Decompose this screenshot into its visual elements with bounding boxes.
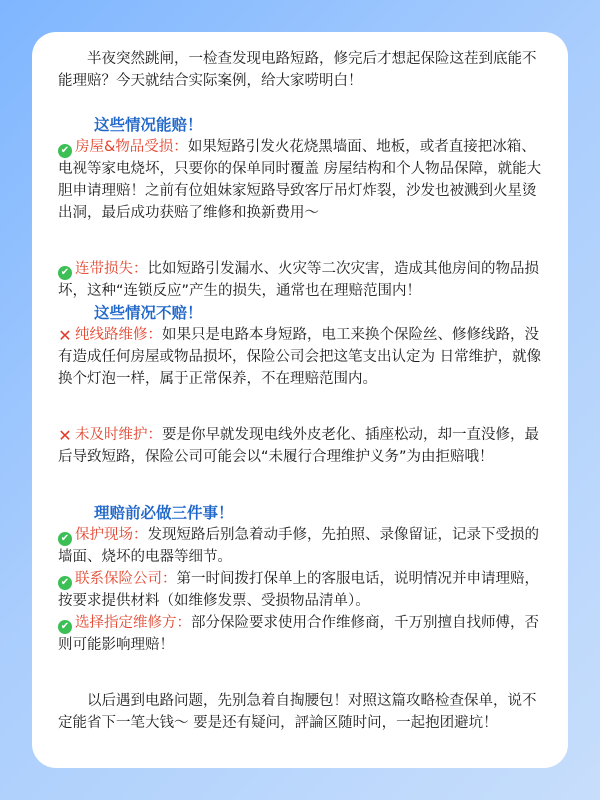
check-icon: ✔ (58, 266, 72, 280)
check-icon: ✔ (58, 576, 72, 590)
cross-icon: ✕ (58, 326, 72, 345)
step-protect-scene (58, 524, 544, 568)
item-text: 比如短路引发漏水、火灾等二次灾害，造成其他房间的物品损坏，这种“连锁反应”产生的损失，通常也在理赔范围内！ (58, 261, 539, 299)
not-covered-item-maintenance (58, 424, 544, 468)
item-label: 纯线路维修： (75, 327, 162, 343)
item-text: 部分保险要求使用合作维修商，千万别擅自找师傅，否则可能影响理赔！ (58, 615, 539, 653)
section-title-steps: 理赔前必做三件事！ (94, 504, 234, 522)
cross-icon: ✕ (58, 426, 72, 445)
content-card (32, 32, 568, 768)
item-label: 保护现场： (75, 527, 148, 543)
check-icon: ✔ (58, 144, 72, 158)
item-label: 未及时维护： (75, 427, 162, 443)
item-text: 发现短路后别急着动手修，先拍照、录像留证，记录下受损的墙面、烧坏的电器等细节。 (58, 527, 539, 565)
not-covered-item-repair (58, 324, 544, 390)
step-designated-repair (58, 612, 544, 656)
item-text: 如果只是电路本身短路，电工来换个保险丝、修修线路，没有造成任何房屋或物品损坏，保险公司会把这笔支出认定为 日常维护，就像换个灯泡一样，属于正常保养，不在理赔范围内。 (58, 327, 542, 387)
item-label: 联系保险公司： (75, 571, 177, 587)
item-label: 房屋&物品受损： (75, 139, 188, 155)
section-title-covered: 这些情况能赔！ (94, 116, 203, 134)
check-icon: ✔ (58, 620, 72, 634)
outro-paragraph: 以后遇到电路问题，先别急着自掏腰包！对照这篇攻略检查保单，说不定能省下一笔大钱～ 要是还有疑问，評論区随时问，一起抱团避坑！ (58, 693, 537, 731)
covered-item-chain-loss (58, 258, 544, 302)
item-text: 如果短路引发火花烧黑墙面、地板，或者直接把冰箱、电视等家电烧坏，只要你的保单同时覆盖 房屋结构和个人物品保障，就能大胆申请理赔！之前有位姐妹家短路导致客厅吊灯炸裂，沙发也被溅到火星烫出洞，最后成功获赔了维修和换新费用～ (58, 139, 542, 221)
intro-paragraph: 半夜突然跳闸，一检查发现电路短路，修完后才想起保险这茬到底能不能理赔？今天就结合实际案例，给大家唠明白！ (58, 51, 537, 89)
item-label: 选择指定维修方： (75, 615, 191, 631)
item-text: 要是你早就发现电线外皮老化、插座松动，却一直没修，最后导致短路，保险公司可能会以“未履行合理维护义务”为由拒赔哦！ (58, 427, 539, 465)
covered-item-property (58, 136, 544, 224)
section-title-not-covered: 这些情况不赔！ (94, 304, 203, 322)
item-label: 连带损失： (75, 261, 148, 277)
check-icon: ✔ (58, 532, 72, 546)
item-text: 第一时间拨打保单上的客服电话，说明情况并申请理赔，按要求提供材料（如维修发票、受损物品清单）。 (58, 571, 539, 609)
step-contact-insurer (58, 568, 544, 612)
